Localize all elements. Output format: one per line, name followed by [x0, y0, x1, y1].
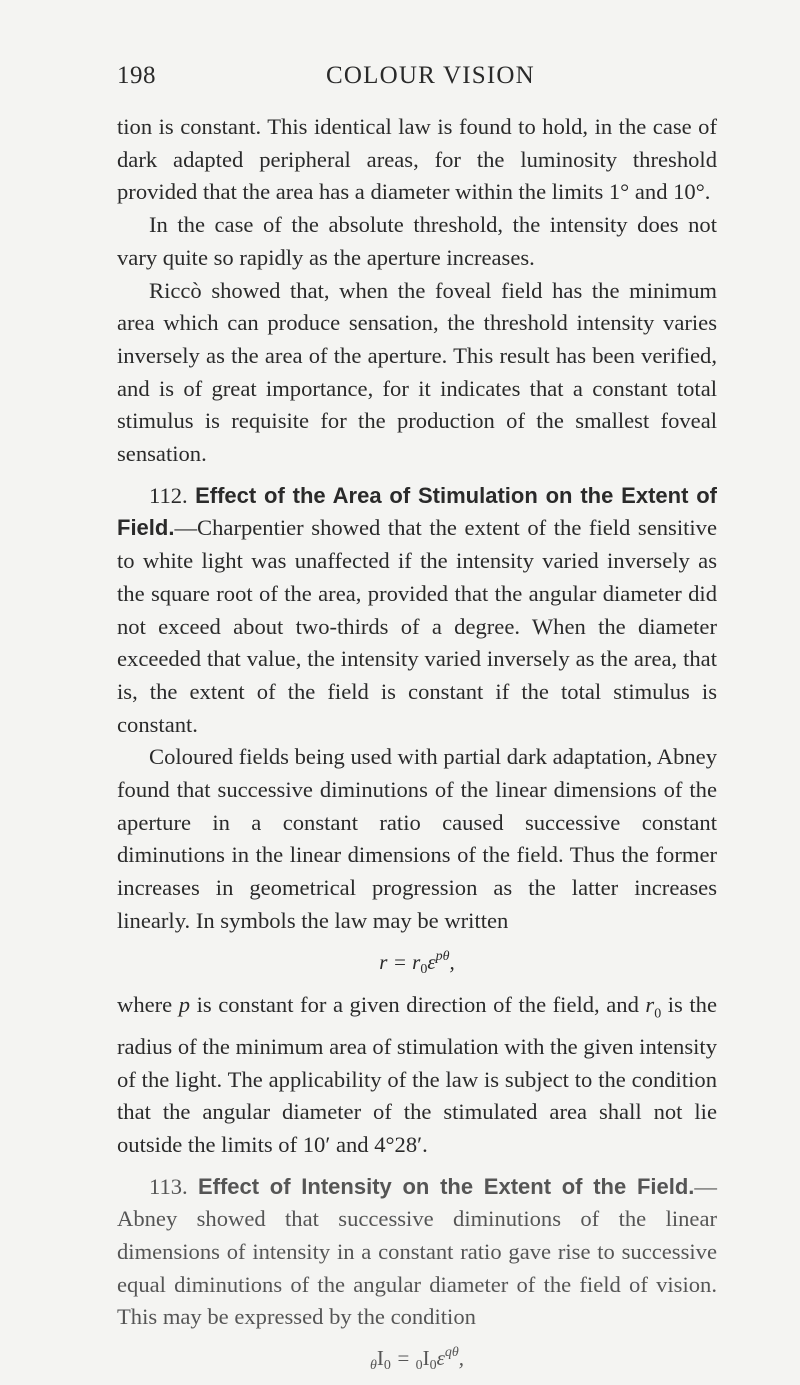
running-title: COLOUR VISION — [326, 62, 535, 89]
eq1-lhs: r — [379, 949, 388, 974]
p6-text-a: where — [117, 991, 179, 1017]
eq1-r-sub: 0 — [420, 961, 428, 977]
eq2-I: I — [376, 1346, 384, 1371]
eq2-equals: = — [390, 1346, 416, 1371]
section-113-number: 113. — [149, 1173, 188, 1199]
eq2-end: , — [458, 1346, 464, 1371]
eq2-I2: I — [422, 1346, 430, 1371]
eq2-exponent: qθ — [444, 1345, 459, 1361]
paragraph-abney-coloured: Coloured fields being used with partial dark adaptation, Abney found that successive diminutions of the linear dimensions of the aperture in a constant ratio caused successive constant diminutions in the linear dimensions of the field. Thus the former increases in geometrical progression as the latter increases linearly. In symbols the law may be written — [117, 744, 717, 933]
paragraph-where-p — [117, 989, 717, 1162]
body-text — [117, 111, 717, 1385]
section-113 — [117, 1171, 717, 1335]
p6-text-c: is the radius of the minimum area of stimulation with the given intensity of the light. The applicability of the law is subject to the condition that the angular diameter of the stimulated area shall not lie outside the limits of 10′ and 4°28′. — [117, 991, 717, 1157]
page-number: 198 — [117, 62, 156, 89]
equation-radius-law — [117, 942, 717, 985]
paragraph-ricco: Riccò showed that, when the foveal field has the minimum area which can produce sensation, the threshold intensity varies inversely as the area of the aperture. This result has been verified, and is of great importance, for it indicates that a constant total stimulus is requisite for the production of the smallest foveal sensation. — [117, 277, 717, 467]
p6-var-r-sub: 0 — [654, 1006, 662, 1022]
eq1-exponent: pθ — [435, 948, 450, 964]
paragraph-absolute-threshold: In the case of the absolute threshold, the intensity does not vary quite so rapidly as the aperture increases. — [117, 212, 717, 270]
eq1-r: r — [412, 949, 421, 974]
equation-intensity-law — [117, 1338, 717, 1381]
section-112-title: Effect of the Area of Stimulation on the Extent of Field. — [117, 482, 717, 541]
eq2-sub0: 0 — [383, 1358, 391, 1374]
eq2-sub02: 0 — [429, 1358, 437, 1374]
section-112-number: 112. — [149, 482, 188, 508]
eq1-end: , — [449, 949, 455, 974]
paragraph-continuation: tion is constant. This identical law is found to hold, in the case of dark adapted peripheral areas, for the luminosity threshold provided that the area has a diameter within the limits 1° and 10°. — [117, 114, 717, 205]
p6-var-p: p — [178, 991, 191, 1017]
eq2-epsilon: ε — [436, 1346, 445, 1371]
eq2-pre-sub: θ — [370, 1358, 377, 1374]
section-112 — [117, 480, 717, 742]
section-113-text: —Abney showed that successive diminutions of the linear dimensions of intensity in a constant ratio gave rise to successive equal diminutions of the angular diameter of the field of vision. This may be expressed by the condition — [117, 1173, 717, 1330]
p6-var-r: r — [645, 991, 655, 1017]
p6-text-b: is constant for a given direction of the field, and — [190, 991, 646, 1017]
eq2-pre-sub2: 0 — [415, 1358, 423, 1374]
eq1-equals: = — [387, 949, 413, 974]
running-head — [117, 62, 717, 92]
eq1-epsilon: ε — [427, 949, 436, 974]
section-112-text: —Charpentier showed that the extent of the field sensitive to white light was unaffected if the intensity varied inversely as the square root of the area, provided that the angular diameter did not exceed about two-thirds of a degree. When the diameter exceeded that value, the intensity varied inversely as the area, that is, the extent of the field is constant if the total stimulus is constant. — [117, 515, 717, 737]
section-113-title: Effect of Intensity on the Extent of the Field. — [197, 1173, 695, 1199]
